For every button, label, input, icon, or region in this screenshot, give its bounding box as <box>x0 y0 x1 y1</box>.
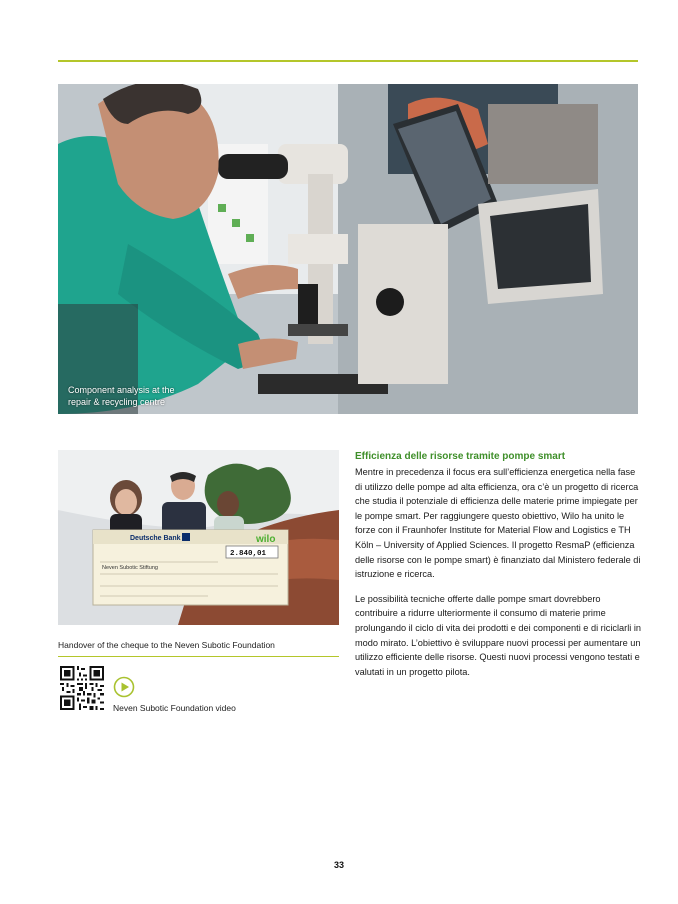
lab-photo <box>58 84 638 414</box>
article-heading: Efficienza delle risorse tramite pompe smart <box>355 451 566 462</box>
cheque-photo-caption: Handover of the cheque to the Neven Subotic Foundation <box>58 640 275 650</box>
page-number: 33 <box>333 860 344 870</box>
cheque-amount: 2.840,01 <box>230 550 267 558</box>
lab-caption-line-1: Component analysis at the <box>68 385 175 395</box>
video-link-label[interactable]: Neven Subotic Foundation video <box>113 703 236 713</box>
cheque-photo-illustration <box>58 450 339 625</box>
cheque-payee: Neven Subotic Stiftung <box>102 565 158 571</box>
caption-divider <box>58 656 339 657</box>
top-divider <box>58 60 638 62</box>
lab-caption-line-2: repair & recycling centre <box>68 397 166 407</box>
lab-photo-illustration <box>58 84 638 414</box>
article-paragraph-1: Mentre in precedenza il focus era sull’efficienza energetica nella fase di utilizzo delle pompe ad alta efficienza, ora c’è un progetto di ricerca che studia il potenziale di efficienza delle materie prime impiegate per le pompe smart. Per raggiungere questo obiettivo, Wilo ha unito le forze con il Fraunhofer Institute for Material Flow and Logistics e TH Köln – University of Applied Sciences. Il progetto ResmaP (efficienza delle risorse con le pompe smart) è finanziato dal Ministero federale di istruzione e ricerca. <box>355 467 641 580</box>
cheque-handover-photo <box>58 450 339 625</box>
cheque-bank-name: Deutsche Bank <box>130 535 181 542</box>
cheque-brand-logo: wilo <box>256 534 276 545</box>
article-section <box>355 450 643 689</box>
qr-code-icon[interactable] <box>60 666 104 710</box>
play-video-icon[interactable] <box>113 676 135 698</box>
lab-photo-caption <box>68 384 175 408</box>
article-paragraph-2: Le possibilità tecniche offerte dalle pompe smart dovrebbero contribuire a ridurre ulteriormente il consumo di materie prime prolungando il ciclo di vita dei prodotti e dei componenti e di riciclarli in modo mirato. L’obiettivo è sviluppare nuovi processi per aumentare un utilizzo efficiente delle risorse. Questi nuovi processi vengono testati e valutati in un progetto pilota. <box>355 593 641 677</box>
